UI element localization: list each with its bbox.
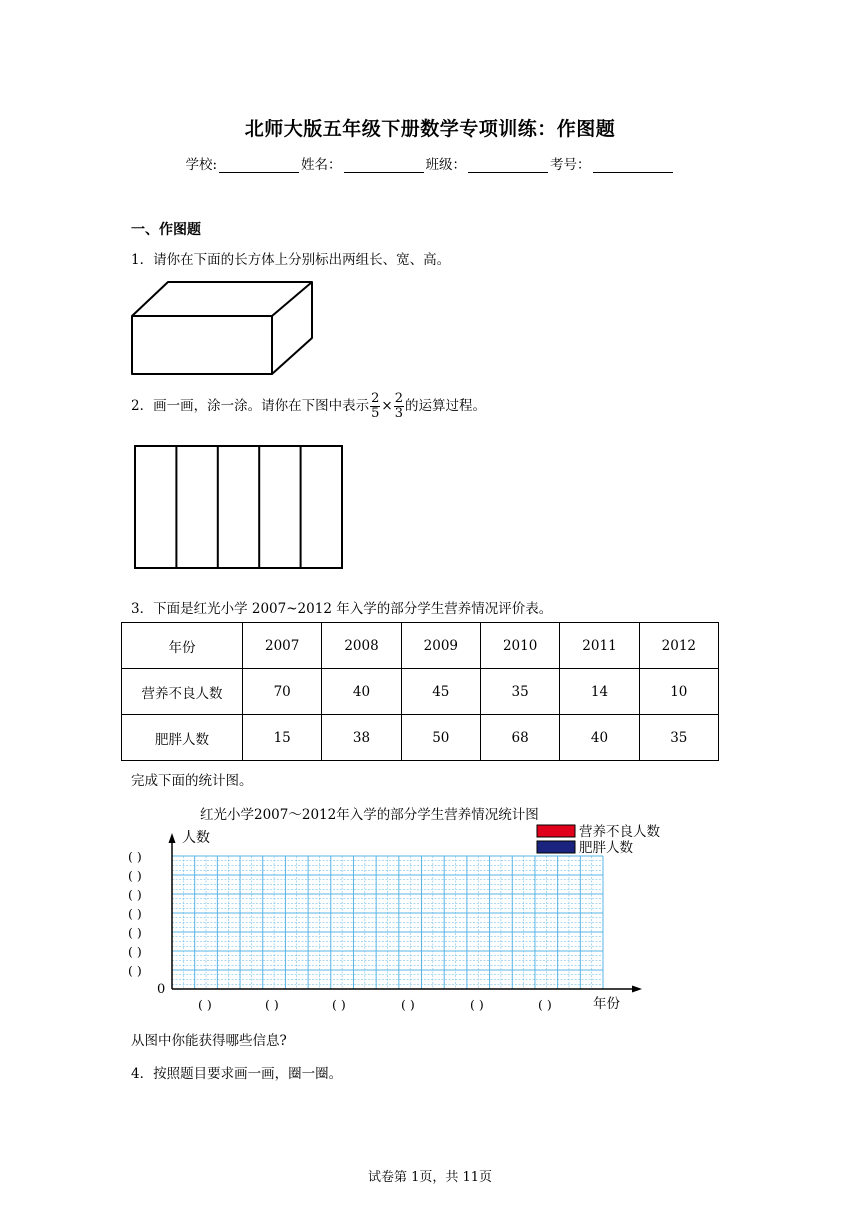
table-row [122,669,719,715]
chart-grid [172,856,603,989]
table-cell: 2012 [639,623,718,669]
legend [537,823,660,856]
y-axis-label: 人数 [182,830,210,846]
table-cell: 2007 [243,623,322,669]
page-title: 北师大版五年级下册数学专项训练：作图题 [244,118,616,140]
x-tick-blank[interactable]: ( ) [198,997,212,1012]
page-footer: 试卷第 1页，共 11页 [367,1170,493,1185]
y-axis-arrow-icon [169,833,176,843]
table-cell: 35 [480,669,559,715]
fraction-denominator: 5 [371,406,380,421]
table-cell: 40 [560,715,639,761]
nutrition-table [121,622,719,761]
table-cell: 40 [322,669,401,715]
question-2-suffix: 的运算过程。 [404,398,486,414]
name-label: 姓名： [301,157,342,173]
y-tick-blank[interactable]: ( ) [128,944,142,959]
student-info-line [0,153,860,173]
fraction-denominator: 3 [394,406,403,421]
y-tick-blank[interactable]: ( ) [128,906,142,921]
y-tick-blank[interactable]: ( ) [128,963,142,978]
class-label: 班级： [425,157,467,173]
table-row [122,715,719,761]
x-tick-blank[interactable]: ( ) [470,997,484,1012]
table-cell: 15 [243,715,322,761]
legend-swatch-obese [537,841,575,853]
fraction-numerator: 2 [371,391,380,406]
y-tick-blank[interactable]: ( ) [128,868,142,883]
table-cell: 35 [639,715,718,761]
x-tick-blank[interactable]: ( ) [401,997,415,1012]
fraction-numerator: 2 [394,391,403,406]
question-2-text [131,392,486,421]
complete-chart-text: 完成下面的统计图。 [131,773,253,789]
x-tick-blank[interactable]: ( ) [265,997,279,1012]
exam-number-label: 考号： [550,157,591,173]
section-heading: 一、作图题 [131,222,201,238]
exam-number-blank[interactable] [593,158,673,173]
class-blank[interactable] [468,158,548,173]
table-cell: 肥胖人数 [122,715,243,761]
legend-label-obese: 肥胖人数 [579,840,633,856]
name-blank[interactable] [344,158,424,173]
y-tick-blank[interactable]: ( ) [128,925,142,940]
table-cell: 50 [401,715,480,761]
table-cell: 14 [560,669,639,715]
times-sign: × [381,398,393,414]
table-cell: 2009 [401,623,480,669]
table-cell: 38 [322,715,401,761]
x-tick-blank[interactable]: ( ) [538,997,552,1012]
question-3-text: 3．下面是红光小学 2007~2012 年入学的部分学生营养情况评价表。 [131,601,553,617]
y-tick-blank[interactable]: ( ) [128,887,142,902]
legend-label-undernourished: 营养不良人数 [579,824,660,840]
fraction-2-5 [370,392,380,421]
table-cell: 2008 [322,623,401,669]
table-cell: 45 [401,669,480,715]
cuboid-figure [128,278,318,380]
school-blank[interactable] [219,158,299,173]
table-cell: 68 [480,715,559,761]
table-cell: 年份 [122,623,243,669]
table-header-row [122,623,719,669]
table-cell: 10 [639,669,718,715]
y-axis-blanks [128,849,142,978]
x-axis-blanks [198,997,552,1012]
x-axis-arrow-icon [632,986,642,993]
legend-swatch-undernourished [537,825,575,837]
fraction-2-3 [394,392,404,421]
question-2-prefix: 2．画一画，涂一涂。请你在下图中表示 [131,398,370,414]
table-cell: 2010 [480,623,559,669]
x-tick-blank[interactable]: ( ) [332,997,346,1012]
question-4-text: 4．按照题目要求画一画，圈一圈。 [131,1066,343,1082]
chart-question-text: 从图中你能获得哪些信息? [131,1033,287,1049]
fraction-rectangle-figure[interactable] [133,444,345,570]
blank-bar-chart[interactable] [120,800,680,1018]
chart-title: 红光小学2007～2012年入学的部分学生营养情况统计图 [200,807,539,823]
y-tick-blank[interactable]: ( ) [128,849,142,864]
question-1-text: 1．请你在下面的长方体上分别标出两组长、宽、高。 [131,252,451,268]
table-cell: 营养不良人数 [122,669,243,715]
school-label: 学校: [185,157,218,173]
table-cell: 2011 [560,623,639,669]
table-cell: 70 [243,669,322,715]
x-axis-label: 年份 [593,996,620,1012]
origin-label: 0 [157,982,166,997]
